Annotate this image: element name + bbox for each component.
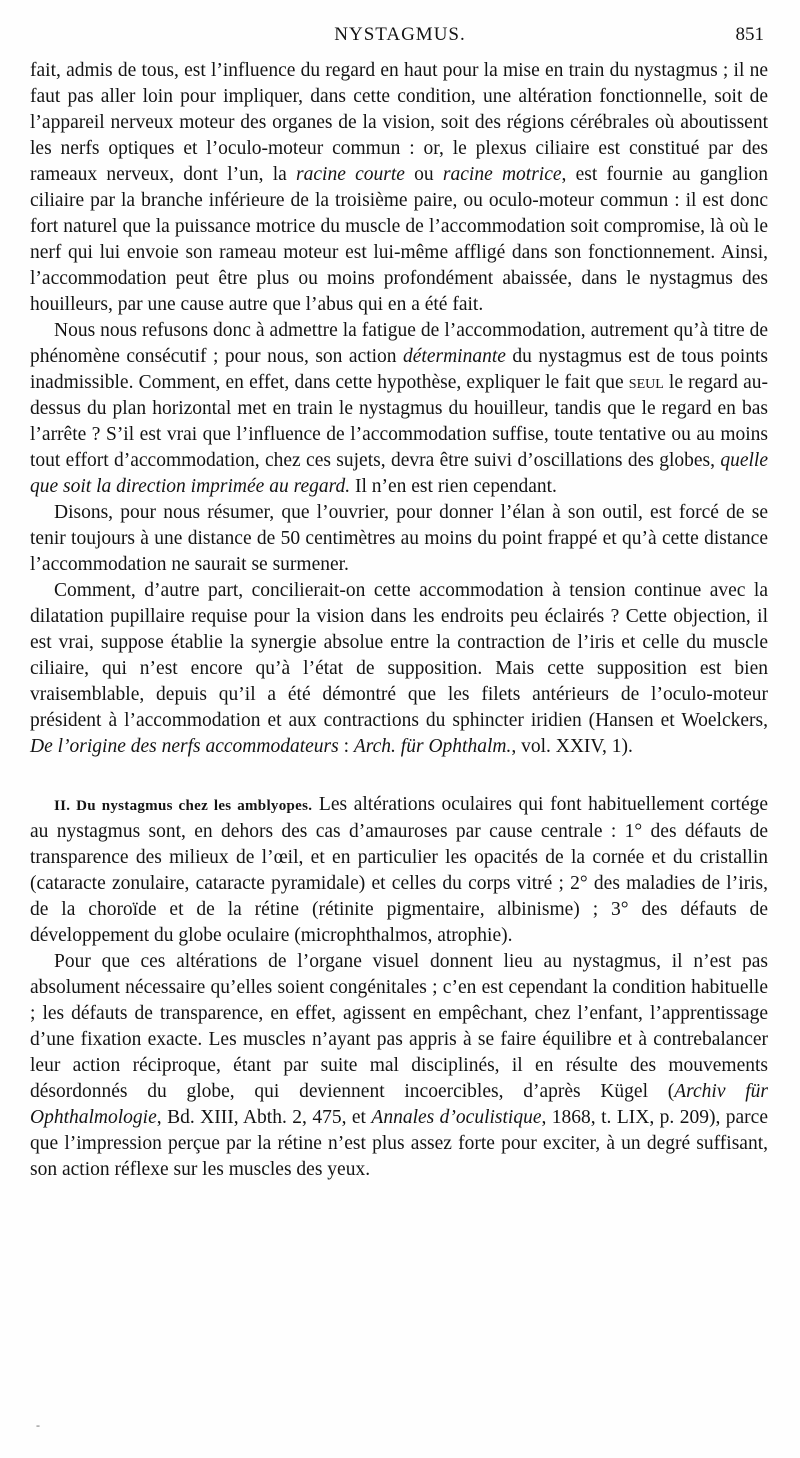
paragraph-1 xyxy=(30,58,768,318)
text-run: Comment, d’autre part, concilierait-on cette accommodation à tension continue avec la dilatation pupillaire requise pour la vision dans les endroits peu éclairés ? Cette objection, il est vrai, suppose établie la synergie absolue entre la contraction de l’iris et celle du muscle ciliaire, qui n’est encore qu’à l’état de supposition. Mais cette supposition est bien vraisemblable, depuis qu’il a été démontré que les filets antérieurs de l’oculo-moteur président à l’accommodation et aux contractions du sphincter iridien (Hansen et Woelckers, xyxy=(30,580,768,731)
text-run: Nous nous refusons donc à admettre la fatigue de l’accommodation, autrement qu’à titre de phénomène consécutif ; pour nous, son action xyxy=(30,320,768,367)
paragraph-4 xyxy=(30,578,768,760)
smallcaps-run: seul xyxy=(628,372,664,393)
text-run: Pour que ces altérations de l’organe visuel donnent lieu au nystagmus, il n’est pas absolument nécessaire qu’elles soient congénitales ; c’en est cependant la condition habituelle ; les défauts de transparence, en effet, agissent en empêchant, chez l’enfant, l’apprentissage d’une fixation exacte. Les muscles n’ayant pas appris à se faire équilibre et à contrebalancer leur action réciproque, étant par suite mal disciplinés, il en résulte des mouvements désordonnés du globe, qui deviennent incoercibles, d’après Kügel ( xyxy=(30,951,768,1102)
italic-run: Archiv für Ophthalmologie xyxy=(30,1081,768,1128)
page-number: 851 xyxy=(735,24,764,45)
text-run: , est fournie au ganglion ciliaire par la branche inférieure de la troisième paire, ou oculo-moteur commun : il est donc fort naturel que la puissance motrice du muscle de l’accommodation soit compromise, là où le nerf qui lui envoie son rameau moteur est lui-même affligé dans son fonctionnement. Ainsi, l’accommodation peut être plus ou moins profondément abaissée, dans le nystagmus des houilleurs, par une cause autre que l’abus qui en a été fait. xyxy=(30,164,768,315)
section-2-paragraph xyxy=(30,792,768,949)
text-run: du nystagmus est de tous points inadmissible. Comment, en effet, dans cette hypothèse, expliquer le fait que xyxy=(30,346,768,393)
italic-run: racine courte xyxy=(296,164,405,185)
paragraph-3: Disons, pour nous résumer, que l’ouvrier, pour donner l’élan à son outil, est forcé de se tenir toujours à une distance de 50 centimètres au moins du point frappé et qu’à cette distance l’accommodation ne saurait se surmener. xyxy=(30,502,768,575)
body-text xyxy=(30,58,768,1183)
section-spacer xyxy=(30,760,768,792)
italic-run: De l’origine des nerfs accommodateurs xyxy=(30,736,339,757)
italic-run: racine motrice xyxy=(442,164,562,185)
italic-run: quelle que soit la direction imprimée au regard. xyxy=(30,450,768,497)
section-heading: II. Du nystagmus chez les amblyopes. xyxy=(54,798,313,814)
text-run: , vol. XXIV, 1). xyxy=(511,736,633,757)
footer-mark: - xyxy=(36,1418,40,1432)
text-run: le regard au-dessus du plan horizontal met en train le nystagmus du houilleur, tandis que le regard en bas l’arrête ? S’il est vrai que l’influence de l’accommodation suffise, toute tentative ou au moins tout effort d’accommodation, chez ces sujets, devra être suivi d’oscillations des globes, xyxy=(30,372,768,471)
text-run: fait, admis de tous, est l’influence du regard en haut pour la mise en train du nystagmus ; il ne faut pas aller loin pour impliquer, dans cette condition, une altération fonctionnelle, soit de l’appareil nerveux moteur des organes de la vision, soit des régions cérébrales où aboutissent les nerfs optiques et l’oculo-moteur commun : or, le plexus ciliaire est constitué par des rameaux nerveux, dont l’un, la xyxy=(30,60,768,185)
paragraph-6 xyxy=(30,949,768,1183)
italic-run: déterminante xyxy=(403,346,506,367)
text-run: ou xyxy=(404,164,443,185)
italic-run: Annales d’oculistique xyxy=(371,1107,542,1128)
text-run: , Bd. XIII, Abth. 2, 475, et xyxy=(156,1107,372,1128)
paragraph-2 xyxy=(30,318,768,500)
text-run: : xyxy=(338,736,354,757)
text-run: Les altérations oculaires qui font habituellement cortége au nystagmus sont, en dehors des cas d’amauroses par cause centrale : 1° des défauts de transparence des milieux de l’œil, et en particulier les opacités de la cornée et du cristallin (cataracte zonulaire, cataracte pyramidale) et celles du corps vitré ; 2° des maladies de l’iris, de la choroïde et de la rétine (rétinite pigmentaire, albinisme) ; 3° des défauts de développement du globe oculaire (microphthalmos, atrophie). xyxy=(30,794,768,946)
text-run: , 1868, t. LIX, p. 209), parce que l’impression perçue par la rétine n’est plus assez forte pour exciter, à un degré suffisant, son action réflexe sur les muscles des yeux. xyxy=(30,1107,768,1180)
running-title: NYSTAGMUS. xyxy=(334,24,466,45)
text-run: Il n’en est rien cependant. xyxy=(350,476,557,497)
italic-run: Arch. für Ophthalm. xyxy=(353,736,512,757)
page-header xyxy=(30,24,770,54)
